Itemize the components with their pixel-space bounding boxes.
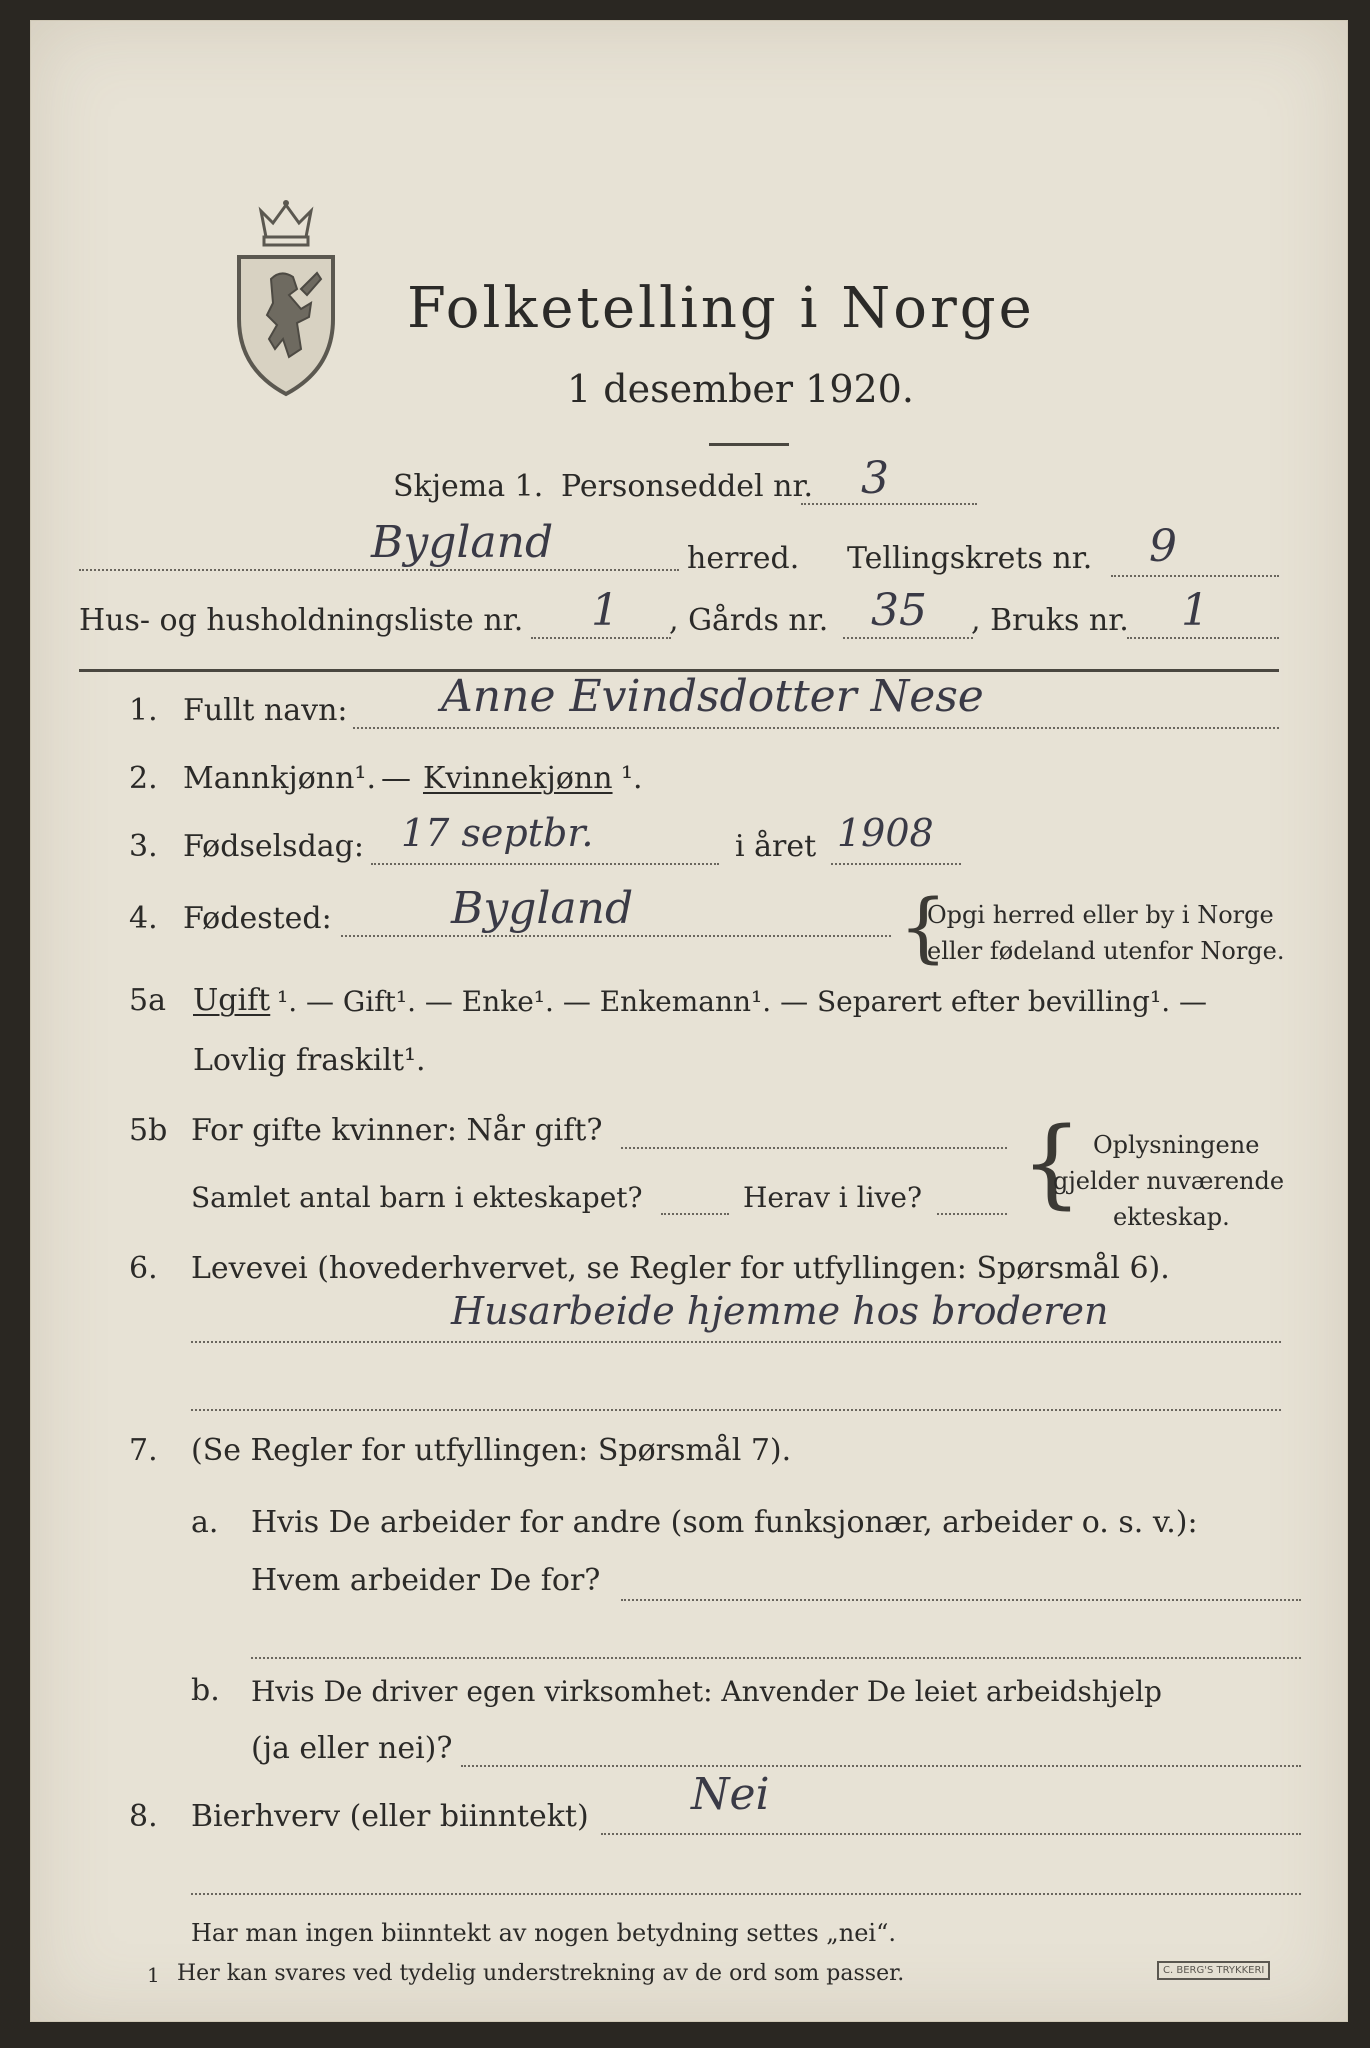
gards-label: , Gårds nr. <box>669 603 829 638</box>
alive-line <box>937 1213 1007 1215</box>
q5b-brace: { <box>1021 1107 1083 1219</box>
q2-number: 2. <box>129 761 158 796</box>
q5b-number: 5b <box>129 1113 168 1148</box>
female-option[interactable]: Kvinnekjønn <box>423 761 613 796</box>
herred-line <box>79 569 679 571</box>
bruks-line <box>1127 637 1279 639</box>
gards-line <box>843 637 973 639</box>
occupation-value[interactable]: Husarbeide hjemme hos broderen <box>451 1289 1109 1333</box>
q7a-line1 <box>621 1599 1301 1601</box>
q7b-letter: b. <box>191 1673 220 1708</box>
personseddel-value[interactable]: 3 <box>861 453 889 504</box>
children-line <box>661 1213 729 1215</box>
q4-note-line1: Opgi herred eller by i Norge <box>927 901 1274 929</box>
personseddel-label: Personseddel nr. <box>561 469 814 504</box>
q8-line2 <box>191 1893 1301 1895</box>
q7b-question: (ja eller nei)? <box>251 1731 453 1766</box>
gender-separator: — <box>381 761 411 796</box>
tellingskrets-value[interactable]: 9 <box>1149 521 1177 572</box>
q3-number: 3. <box>129 829 158 864</box>
q6-label: Levevei (hovederhvervet, se Regler for utfyllingen: Spørsmål 6). <box>191 1251 1170 1286</box>
form-title: Folketelling i Norge <box>407 276 1035 341</box>
q5b-children-label: Samlet antal barn i ekteskapet? <box>191 1181 643 1214</box>
footnote-mark: 1 <box>147 1963 160 1987</box>
q5b-alive-label: Herav i live? <box>743 1181 922 1214</box>
year-line <box>831 863 961 865</box>
q5a-number: 5a <box>129 983 166 1018</box>
occupation-line2 <box>191 1409 1281 1411</box>
gards-value[interactable]: 35 <box>871 585 927 636</box>
marital-options[interactable]: ¹. — Gift¹. — Enke¹. — Enkemann¹. — Separert efter bevilling¹. — <box>277 985 1207 1018</box>
q4-label: Fødested: <box>183 901 332 936</box>
q8-number: 8. <box>129 1799 158 1834</box>
q4-line <box>341 935 891 937</box>
side-income-value[interactable]: Nei <box>691 1769 770 1820</box>
husliste-label: Hus- og husholdningsliste nr. <box>79 603 524 638</box>
full-name-value[interactable]: Anne Evindsdotter Nese <box>441 671 984 722</box>
bruks-label: , Bruks nr. <box>971 603 1129 638</box>
q7b-text: Hvis De driver egen virksomhet: Anvender De leiet arbeidshjelp <box>251 1675 1162 1708</box>
occupation-line1 <box>191 1341 1281 1343</box>
ugift-option[interactable]: Ugift <box>193 983 271 1018</box>
herred-value[interactable]: Bygland <box>371 517 554 568</box>
year-label: i året <box>735 829 817 864</box>
footnote-text: Her kan svares ved tydelig understrekning av de ord som passer. <box>177 1961 905 1986</box>
husliste-line <box>531 637 671 639</box>
q5b-note-line2: gjelder nuværende <box>1053 1167 1285 1195</box>
q8-line <box>601 1833 1301 1835</box>
herred-label: herred. <box>687 541 800 576</box>
q5b-note-line1: Oplysningene <box>1093 1131 1260 1159</box>
q3-line <box>371 863 719 865</box>
q7-number: 7. <box>129 1433 158 1468</box>
q4-brace: { <box>899 882 948 971</box>
schema-label: Skjema 1. <box>393 469 544 504</box>
male-option[interactable]: Mannkjønn¹. <box>183 761 376 796</box>
q1-number: 1. <box>129 693 158 728</box>
printer-stamp: C. BERG'S TRYKKERI <box>1157 1961 1270 1980</box>
q4-note-line2: eller fødeland utenfor Norge. <box>927 937 1285 965</box>
birthplace-value[interactable]: Bygland <box>451 883 634 934</box>
q7a-letter: a. <box>191 1505 219 1540</box>
q6-number: 6. <box>129 1251 158 1286</box>
tellingskrets-label: Tellingskrets nr. <box>847 541 1093 576</box>
married-when-line <box>621 1147 1007 1149</box>
coat-of-arms-icon <box>231 199 341 399</box>
q7a-question: Hvem arbeider De for? <box>251 1563 601 1598</box>
form-date: 1 desember 1920. <box>567 367 914 411</box>
nei-note: Har man ingen biinntekt av nogen betydning settes „nei“. <box>191 1919 896 1947</box>
q7b-line <box>461 1765 1301 1767</box>
husliste-value[interactable]: 1 <box>591 585 619 636</box>
q1-line <box>353 727 1279 729</box>
female-superscript: ¹. <box>621 761 643 796</box>
q7a-line2 <box>251 1657 1301 1659</box>
q8-label: Bierhverv (eller biinntekt) <box>191 1799 589 1834</box>
q5b-line1: For gifte kvinner: Når gift? <box>191 1113 603 1148</box>
q7-label: (Se Regler for utfyllingen: Spørsmål 7). <box>191 1433 792 1468</box>
birthday-value[interactable]: 17 septbr. <box>401 811 594 855</box>
birth-year-value[interactable]: 1908 <box>837 811 934 855</box>
title-divider <box>709 443 789 446</box>
lovlig-fraskilt-option[interactable]: Lovlig fraskilt¹. <box>193 1043 426 1078</box>
personseddel-line <box>801 503 977 505</box>
tellingskrets-line <box>1111 575 1279 577</box>
census-form <box>30 20 1348 2022</box>
q1-label: Fullt navn: <box>183 693 348 728</box>
q3-label: Fødselsdag: <box>183 829 364 864</box>
bruks-value[interactable]: 1 <box>1181 585 1209 636</box>
q7a-text: Hvis De arbeider for andre (som funksjonær, arbeider o. s. v.): <box>251 1505 1198 1540</box>
q5b-note-line3: ekteskap. <box>1113 1203 1230 1231</box>
q4-number: 4. <box>129 901 158 936</box>
